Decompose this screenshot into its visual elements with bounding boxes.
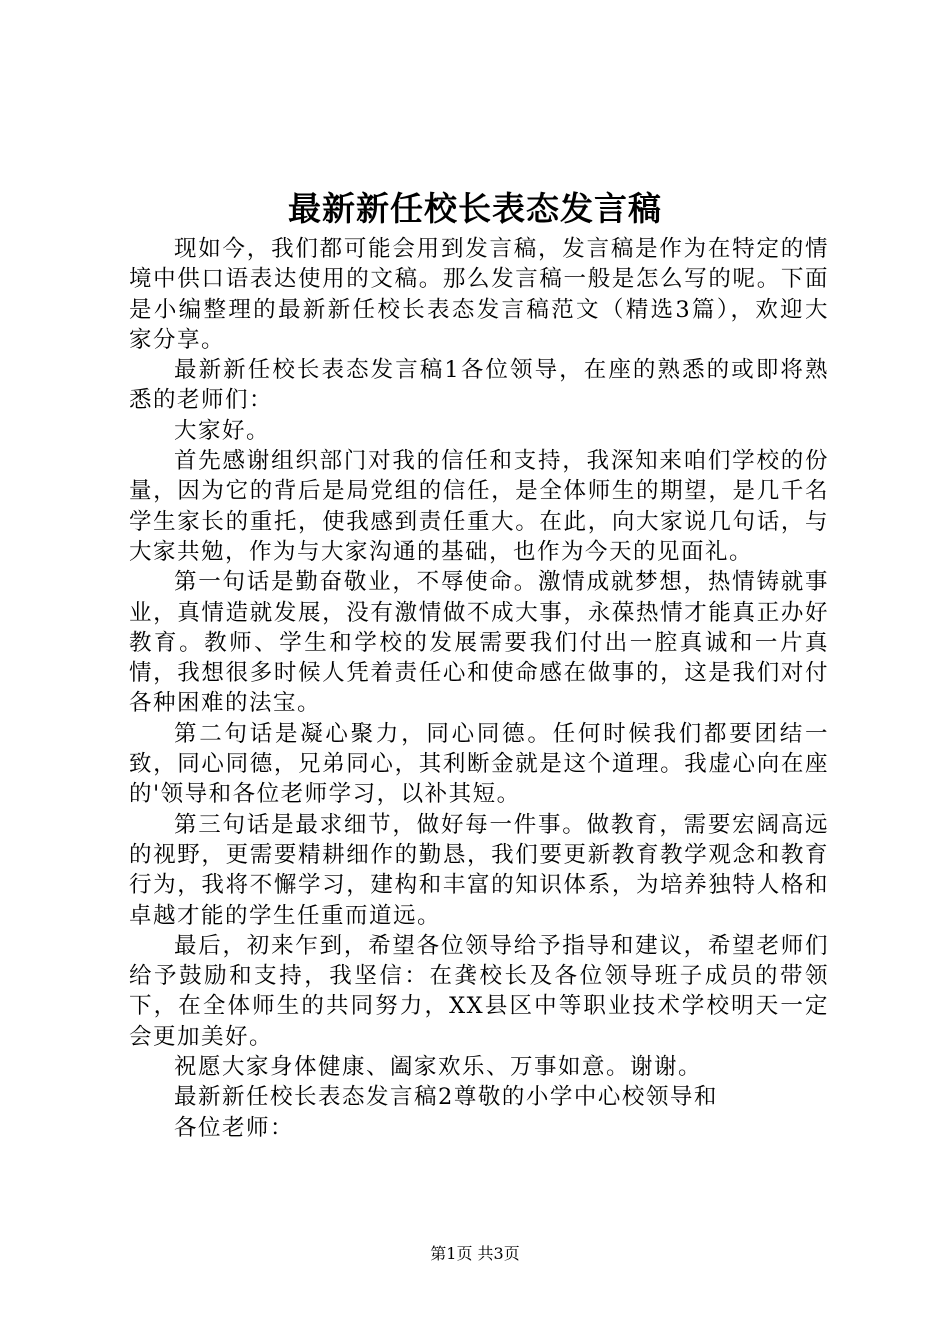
- paragraph-thanks: 首先感谢组织部门对我的信任和支持，我深知来咱们学校的份量，因为它的背后是局党组的信任，是全体师生的期望，是几千名学生家长的重托，使我感到责任重大。在此，向大家说几句话，与大家共勉，作为与大家沟通的基础，也作为今天的见面礼。: [129, 448, 829, 565]
- paragraph-speech1-opening: 最新新任校长表态发言稿1各位领导，在座的熟悉的或即将熟悉的老师们：: [129, 357, 829, 414]
- paragraph-greeting: 大家好。: [174, 417, 271, 444]
- paragraph-wishes: 祝愿大家身体健康、阖家欢乐、万事如意。谢谢。: [174, 1054, 703, 1081]
- paragraph-closing: 最后，初来乍到，希望各位领导给予指导和建议，希望老师们给予鼓励和支持，我坚信：在龚校长及各位领导班子成员的带领下，在全体师生的共同努力，XX县区中等职业技术学校明天一定会更加美好。: [129, 932, 829, 1050]
- paragraph-point-two: 第二句话是凝心聚力，同心同德。任何时候我们都要团结一致，同心同德，兄弟同心，其利断金就是这个道理。我虚心向在座的'领导和各位老师学习，以补其短。: [129, 720, 829, 808]
- paragraph-intro: 现如今，我们都可能会用到发言稿，发言稿是作为在特定的情境中供口语表达使用的文稿。那么发言稿一般是怎么写的呢。下面是小编整理的最新新任校长表态发言稿范文（精选3篇），欢迎大家分享。: [129, 236, 829, 353]
- document-title: 最新新任校长表态发言稿: [288, 189, 662, 228]
- paragraph-point-one: 第一句话是勤奋敬业，不辱使命。激情成就梦想，热情铸就事业，真情造就发展，没有激情做不成大事，永葆热情才能真正办好教育。教师、学生和学校的发展需要我们付出一腔真诚和一片真情，我想很多时候人凭着责任心和使命感在做事的，这是我们对付各种困难的法宝。: [129, 569, 829, 717]
- page-number: 第1页 共3页: [430, 1244, 520, 1263]
- paragraph-speech2-salutation: 各位老师：: [174, 1114, 295, 1141]
- document-body: [129, 234, 829, 1143]
- paragraph-speech2-opening: 最新新任校长表态发言稿2尊敬的小学中心校领导和: [174, 1084, 718, 1111]
- paragraph-point-three: 第三句话是最求细节，做好每一件事。做教育，需要宏阔高远的视野，更需要精耕细作的勤恳，我们要更新教育教学观念和教育行为，我将不懈学习，建构和丰富的知识体系，为培养独特人格和卓越才能的学生任重而道远。: [129, 811, 829, 929]
